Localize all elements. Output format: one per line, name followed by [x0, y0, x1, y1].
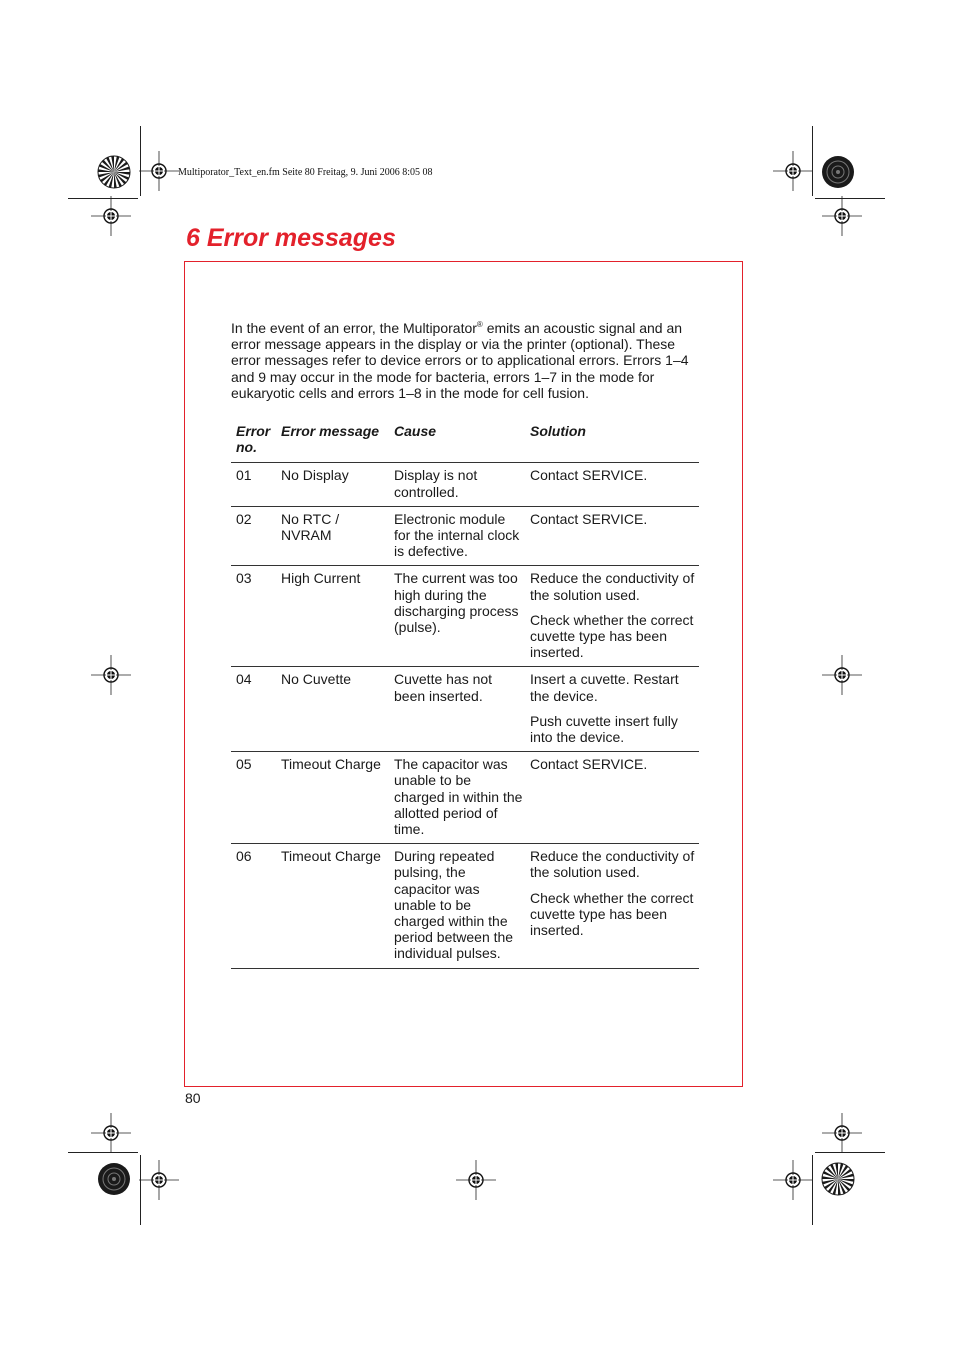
solution-step: Check whether the correct cuvette type has been inserted.: [530, 611, 694, 661]
solution-step: Push cuvette insert fully into the device.: [530, 712, 678, 746]
error-no-cell: 05: [236, 756, 252, 773]
chapter-title: 6 Error messages: [186, 224, 396, 252]
error-no-cell: 02: [236, 510, 252, 527]
table-row: [231, 844, 699, 968]
registration-mark-icon: [773, 1160, 813, 1200]
registration-mark-icon: [91, 196, 131, 236]
cause-cell: Electronic module for the internal clock is defective.: [394, 510, 520, 560]
solution-cell: [525, 463, 699, 506]
error-messages-table: [231, 416, 699, 969]
header-cause: Cause: [394, 423, 437, 439]
error-message-cell: Timeout Charge: [281, 756, 381, 773]
error-no-cell: 03: [236, 570, 252, 587]
error-message-cell: No RTC / NVRAM: [281, 510, 340, 544]
registration-mark-icon: [456, 1160, 496, 1200]
error-no-cell: 01: [236, 467, 252, 484]
solution-step: Check whether the correct cuvette type has been inserted.: [530, 889, 694, 939]
table-header-row: [231, 416, 699, 463]
solution-step: Reduce the conductivity of the solution used.: [530, 570, 695, 603]
error-message-cell: Timeout Charge: [281, 848, 381, 865]
registration-mark-icon: [822, 655, 862, 695]
intro-text-rest: emits an acoustic signal and an error message appears in the display or via the printer (optional). These error messages refer to device errors or to applicational errors. Errors 1–4 and 9 may occur in the mode for bacteria, errors 1–7 in the mode for eukaryotic cells and errors 1–8 in the mode for cell fusion.: [231, 320, 689, 401]
intro-text-start: In the event of an error, the Multiporator: [231, 320, 477, 336]
table-row: [231, 667, 699, 752]
header-error-no: Error no.: [236, 423, 271, 456]
print-info-line: Multiporator_Text_en.fm Seite 80 Freitag, 9. Juni 2006 8:05 08: [178, 167, 433, 178]
error-message-cell: High Current: [281, 570, 361, 587]
solution-cell: [525, 506, 699, 566]
cause-cell: The current was too high during the discharging process (pulse).: [394, 570, 519, 636]
cause-cell: Cuvette has not been inserted.: [394, 671, 493, 704]
solution-step: Contact SERVICE.: [530, 756, 648, 773]
registration-mark-icon: [773, 151, 813, 191]
solution-cell: [525, 752, 699, 844]
table-row: [231, 566, 699, 667]
registration-mark-icon: [822, 196, 862, 236]
registration-mark-icon: [91, 655, 131, 695]
registration-mark-icon: [822, 1113, 862, 1153]
solution-step: Reduce the conductivity of the solution used.: [530, 848, 695, 881]
cause-cell: The capacitor was unable to be charged in within the allotted period of time.: [394, 756, 523, 838]
header-error-message: Error message: [281, 423, 380, 439]
page-number: 80: [185, 1090, 201, 1106]
table-row: [231, 463, 699, 506]
error-no-cell: 04: [236, 671, 252, 688]
error-message-cell: No Cuvette: [281, 671, 352, 688]
table-row: [231, 752, 699, 844]
header-solution: Solution: [530, 423, 586, 439]
cause-cell: Display is not controlled.: [394, 467, 478, 500]
solution-cell: [525, 667, 699, 752]
registered-mark: ®: [476, 320, 483, 329]
registration-mark-icon: [139, 151, 179, 191]
solution-cell: [525, 566, 699, 667]
cause-cell: During repeated pulsing, the capacitor was unable to be charged within the period between the individual pulses.: [394, 848, 514, 962]
intro-paragraph: [231, 320, 701, 401]
registration-mark-icon: [91, 1113, 131, 1153]
table-row: [231, 506, 699, 566]
color-bar-icon: [97, 155, 131, 189]
solution-step: Contact SERVICE.: [530, 467, 648, 484]
error-message-cell: No Display: [281, 467, 349, 484]
solution-step: Contact SERVICE.: [530, 510, 648, 527]
solution-step: Insert a cuvette. Restart the device.: [530, 671, 679, 704]
color-bar-icon: [821, 1162, 855, 1196]
error-no-cell: 06: [236, 848, 252, 865]
color-bar-icon: [821, 155, 855, 189]
color-bar-icon: [97, 1162, 131, 1196]
registration-mark-icon: [139, 1160, 179, 1200]
solution-cell: [525, 844, 699, 968]
